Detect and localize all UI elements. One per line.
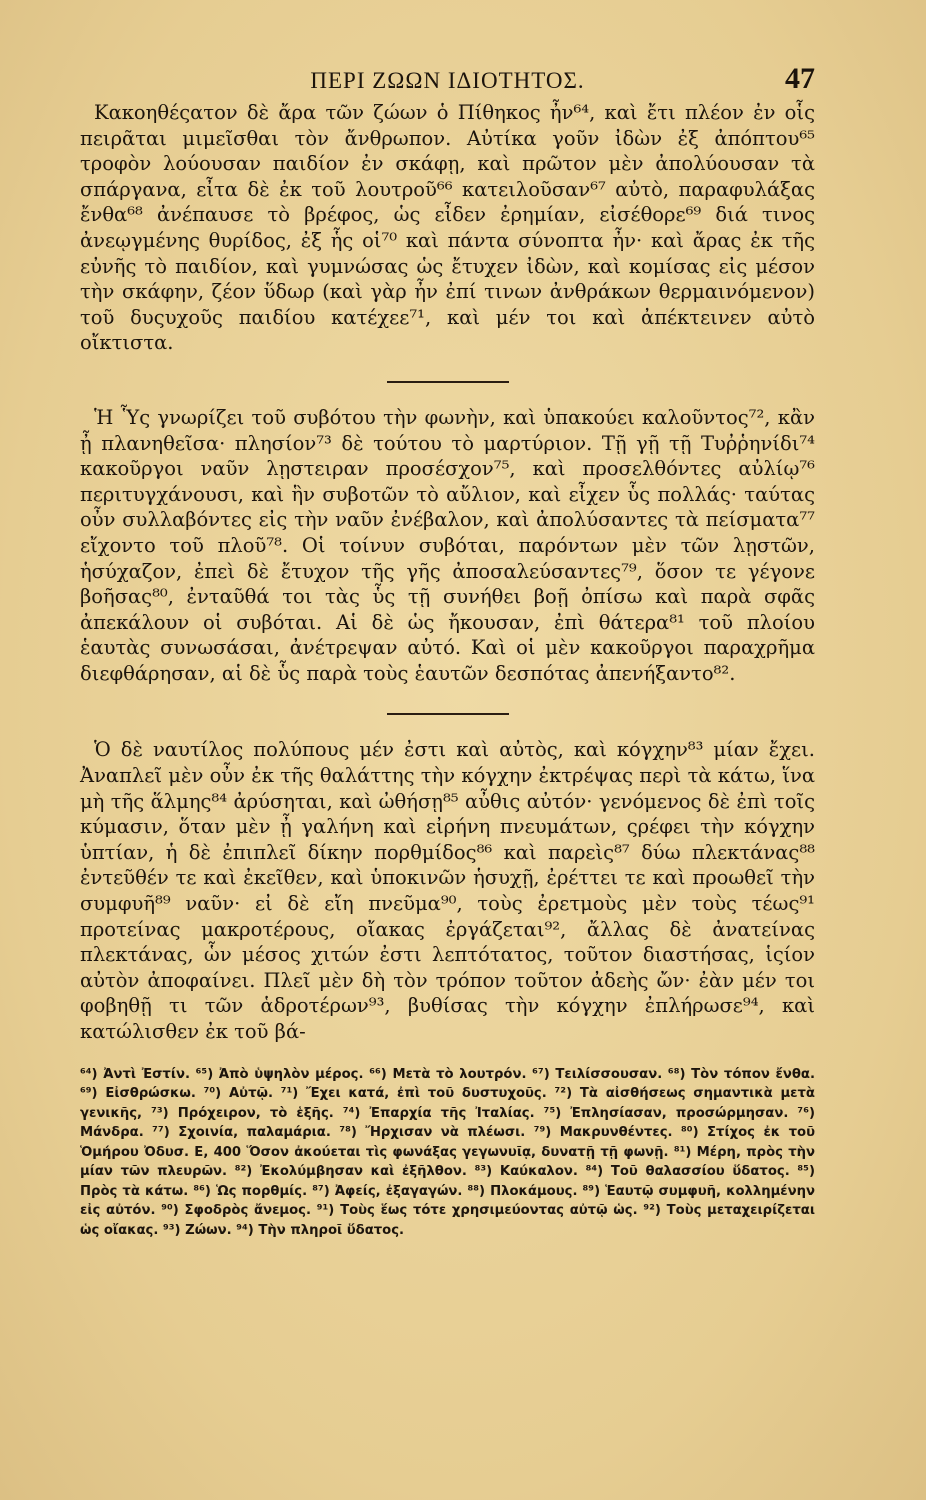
- running-title: ΠΕΡΙ ΖΩΩΝ ΙΔΙΟΤΗΤΟΣ.: [310, 68, 585, 93]
- page-number: 47: [785, 62, 815, 95]
- page-header: [80, 62, 815, 102]
- footnotes: [80, 1065, 815, 1241]
- footnote-text: ⁶⁴) Ἀντὶ Ἐστίν. ⁶⁵) Ἀπὸ ὑψηλὸν μέρος. ⁶⁶) Μετὰ τὸ λουτρόν. ⁶⁷) Τειλίσσουσαν. ⁶⁸) Τὸν τόπον ἔνθα. ⁶⁹) Εἰσθρώσκω. ⁷⁰) Αὐτῷ. ⁷¹) Ἔχει κατά, ἐπὶ τοῦ δυστυχοῦς. ⁷²) Τὰ αἰσθήσεως σημαντικὰ μετὰ γενικῆς, ⁷³) Πρόχειρον, τὸ ἑξῆς. ⁷⁴) Ἐπαρχία τῆς Ἰταλίας. ⁷⁵) Ἐπλησίασαν, προσώρμησαν. ⁷⁶) Μάνδρα. ⁷⁷) Σχοινία, παλαμάρια. ⁷⁸) Ἤρχισαν νὰ πλέωσι. ⁷⁹) Μακρυνθέντες. ⁸⁰) Στίχος ἐκ τοῦ Ὁμήρου Ὀδυσ. Ε, 400 Ὅσον ἀκούεται τὶς φωνάξας γεγωνυῖᾳ, δυνατῇ τῇ φωνῇ. ⁸¹) Μέρη, πρὸς τὴν μίαν τῶν πλευρῶν. ⁸²) Ἐκολύμβησαν καὶ ἐξῆλθον. ⁸³) Καύκαλον. ⁸⁴) Τοῦ θαλασσίου ὕδατος. ⁸⁵) Πρὸς τὰ κάτω. ⁸⁶) Ὡς πορθμίς. ⁸⁷) Ἀφείς, ἐξαγαγών. ⁸⁸) Πλοκάμους. ⁸⁹) Ἑαυτῷ συμφυῆ, κολλημένην εἰς αὐτόν. ⁹⁰) Σφοδρὸς ἄνεμος. ⁹¹) Τοὺς ἕως τότε χρησιμεύοντας αὐτῷ ὡς. ⁹²) Τοὺς μεταχειρίζεται ὡς οἴακας. ⁹³) Ζώων. ⁹⁴) Τὴν πληροῖ ὕδατος.: [80, 1066, 815, 1238]
- section-divider: [387, 381, 509, 383]
- page-body: [80, 100, 815, 1240]
- paragraph-nautilus: Ὁ δὲ ναυτίλος πολύπους μέν ἐστι καὶ αὐτὸς, καὶ κόγχην⁸³ μίαν ἔχει. Ἀναπλεῖ μὲν οὖν ἐκ τῆς θαλάττης τὴν κόγχην ἐκτρέψας περὶ τὰ κάτω, ἵνα μὴ τῆς ἅλμης⁸⁴ ἀρύσηται, καὶ ὠθήσῃ⁸⁵ αὖθις αὐτόν· γενόμενος δὲ ἐπὶ τοῖς κύμασιν, ὅταν μὲν ᾖ γαλήνη καὶ εἰρήνη πνευμάτων, ςρέφει τὴν κόγχην ὑπτίαν, ἡ δὲ ἐπιπλεῖ δίκην πορθμίδος⁸⁶ καὶ παρεὶς⁸⁷ δύω πλεκτάνας⁸⁸ ἐντεῦθέν τε καὶ ἐκεῖθεν, καὶ ὑποκινῶν ἡσυχῇ, ἐρέττει τε καὶ προωθεῖ τὴν συμφυῆ⁸⁹ ναῦν· εἰ δὲ εἴη πνεῦμα⁹⁰, τοὺς ἐρετμοὺς μὲν τοὺς τέως⁹¹ προτείνας μακροτέρους, οἴακας ἐργάζεται⁹², ἄλλας δὲ ἀνατείνας πλεκτάνας, ὧν μέσος χιτών ἐστι λεπτότατος, τοῦτον διαστήσας, ἱςίον αὐτὸν ἀποφαίνει. Πλεῖ μὲν δὴ τὸν τρόπον τοῦτον ἀδεὴς ὤν· ἐὰν μέν τοι φοβηθῇ τι τῶν ἁδροτέρων⁹³, βυθίσας τὴν κόγχην ἐπλήρωσε⁹⁴, καὶ κατώλισθεν ἐκ τοῦ βά-: [80, 738, 815, 1043]
- paragraph-swine: Ἡ Ὗς γνωρίζει τοῦ συβότου τὴν φωνὴν, καὶ ὑπακούει καλοῦντος⁷², κἂν ᾖ πλανηθεῖσα· πλησίον⁷³ δὲ τούτου τὸ μαρτύριον. Τῇ γῇ τῇ Τυῤῥηνίδι⁷⁴ κακοῦργοι ναῦν λῃστειραν προσέσχον⁷⁵, καὶ προσελθόντες αὐλίῳ⁷⁶ περιτυγχάνουσι, καὶ ἣν συβοτῶν τὸ αὔλιον, καὶ εἶχεν ὗς πολλάς· ταύτας οὖν συλλαβόντες εἰς τὴν ναῦν ἐνέβαλον, καὶ ἀπολύσαντες τὰ πείσματα⁷⁷ εἴχοντο τοῦ πλοῦ⁷⁸. Οἱ τοίνυν συβόται, παρόντων μὲν τῶν λῃστῶν, ἡσύχαζον, ἐπεὶ δὲ ἔτυχον τῆς γῆς ἀποσαλεύσαντες⁷⁹, ὅσον τε γέγονε βοῆσας⁸⁰, ἐνταῦθά τοι τὰς ὗς τῇ συνήθει βοῇ ὀπίσω καὶ παρὰ σφᾶς ἀπεκάλουν οἱ συβόται. Αἱ δὲ ὡς ἤκουσαν, ἐπὶ θάτερα⁸¹ τοῦ πλοίου ἑαυτὰς συνωσάσαι, ἀνέτρεψαν αὐτό. Καὶ οἱ μὲν κακοῦργοι παραχρῆμα διεφθάρησαν, αἱ δὲ ὗς παρὰ τοὺς ἑαυτῶν δεσπότας ἀπενήξαντο⁸².: [80, 405, 815, 685]
- section-divider: [387, 713, 509, 715]
- paragraph-monkey: Κακοηθέςατον δὲ ἄρα τῶν ζώων ὁ Πίθηκος ἦν⁶⁴, καὶ ἔτι πλέον ἐν οἷς πειρᾶται μιμεῖσθαι τὸν ἄνθρωπον. Αὐτίκα γοῦν ἰδὼν ἐξ ἀπόπτου⁶⁵ τροφὸν λούουσαν παιδίον ἐν σκάφῃ, καὶ πρῶτον μὲν ἀπολύουσαν τὰ σπάργανα, εἶτα δὲ ἐκ τοῦ λουτροῦ⁶⁶ κατειλοῦσαν⁶⁷ αὐτὸ, παραφυλάξας ἔνθα⁶⁸ ἀνέπαυσε τὸ βρέφος, ὡς εἶδεν ἐρημίαν, εἰσέθορε⁶⁹ διά τινος ἀνεῳγμένης θυρίδος, ἐξ ἧς οἱ⁷⁰ καὶ πάντα σύνοπτα ἦν· καὶ ἄρας ἐκ τῆς εὐνῆς τὸ παιδίον, καὶ γυμνώσας ὡς ἔτυχεν ἰδὼν, καὶ κομίσας εἰς μέσον τὴν σκάφην, ζέον ὕδωρ (καὶ γὰρ ἦν ἐπί τινων ἀνθράκων θερμαινόμενον) τοῦ δυςυχοῦς παιδίου κατέχεε⁷¹, καὶ μέν τοι καὶ ἀπέκτεινεν αὐτὸ οἴκτιστα.: [80, 101, 815, 355]
